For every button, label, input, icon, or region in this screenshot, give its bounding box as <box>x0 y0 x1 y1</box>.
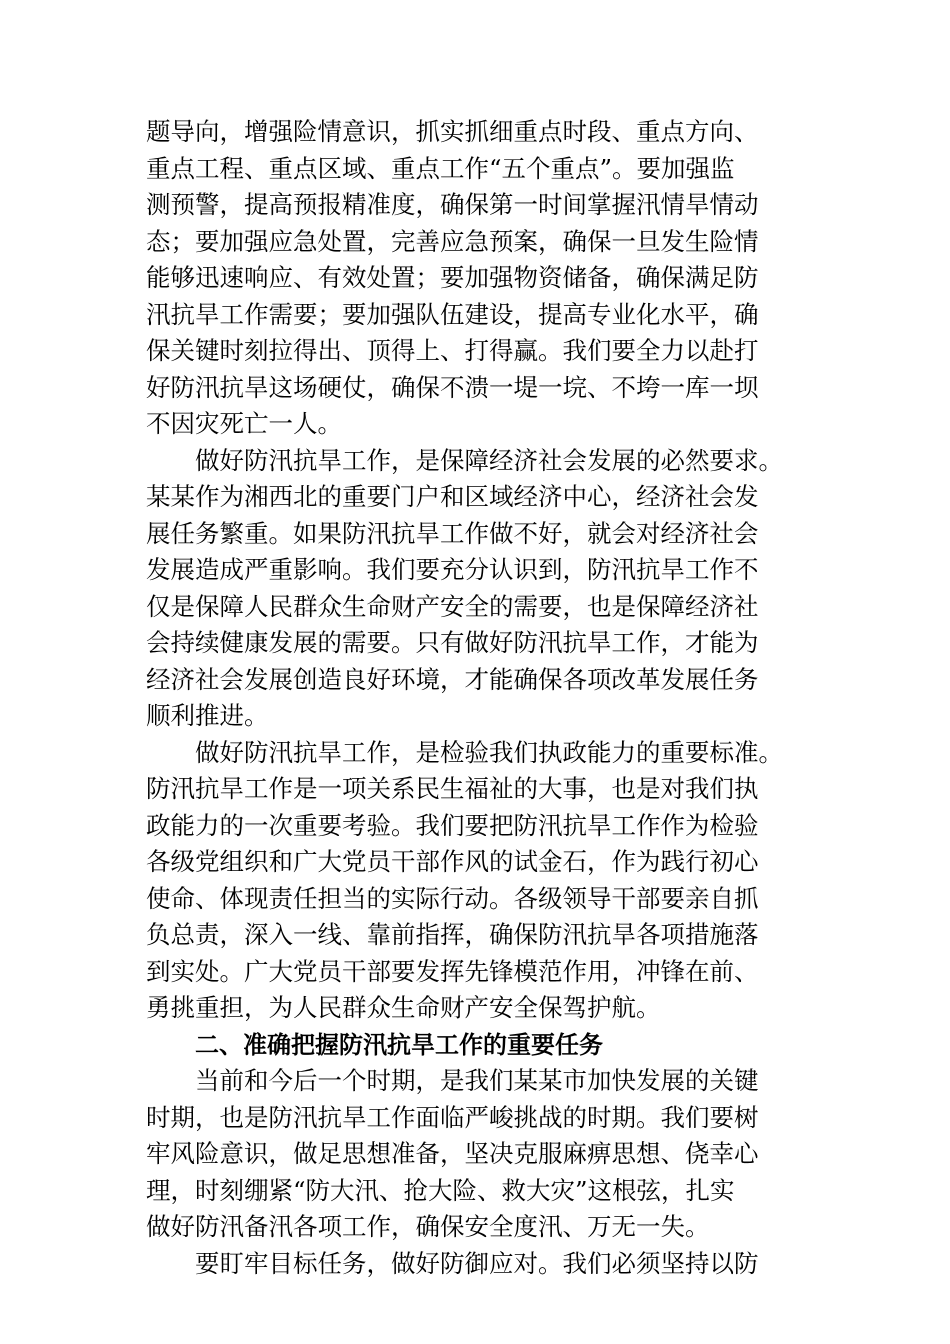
text-line: 能够迅速响应、有效处置；要加强物资储备，确保满足防 <box>146 263 759 292</box>
text-line: 到实处。广大党员干部要发挥先锋模范作用，冲锋在前、 <box>146 956 759 986</box>
text-line: 不因灾死亡一人。 <box>146 409 342 438</box>
text-line: 题导向，增强险情意识，抓实抓细重点时段、重点方向、 <box>146 117 759 146</box>
text-line: 各级党组织和广大党员干部作风的试金石，作为践行初心 <box>146 847 759 876</box>
text-line: 好防汛抗旱这场硬仗，确保不溃一堤一垸、不垮一库一坝 <box>146 372 759 402</box>
text-line: 勇挑重担，为人民群众生命财产安全保驾护航。 <box>146 993 661 1022</box>
paragraph-first-line: 要盯牢目标任务，做好防御应对。我们必须坚持以防 <box>195 1248 759 1278</box>
paragraph-first-line: 做好防汛抗旱工作，是保障经济社会发展的必然要求。 <box>195 445 783 475</box>
text-line: 牢风险意识，做足思想准备，坚决克服麻痹思想、侥幸心 <box>146 1139 759 1168</box>
text-line: 顺利推进。 <box>146 701 269 730</box>
text-line: 负总责，深入一线、靠前指挥，确保防汛抗旱各项措施落 <box>146 920 759 949</box>
paragraph-first-line: 做好防汛抗旱工作，是检验我们执政能力的重要标准。 <box>195 737 783 767</box>
text-line: 展任务繁重。如果防汛抗旱工作做不好，就会对经济社会 <box>146 518 759 548</box>
text-line: 政能力的一次重要考验。我们要把防汛抗旱工作作为检验 <box>146 810 759 840</box>
text-line: 保关键时刻拉得出、顶得上、打得赢。我们要全力以赴打 <box>146 336 759 365</box>
text-line: 时期，也是防汛抗旱工作面临严峻挑战的时期。我们要树 <box>146 1102 759 1132</box>
text-line: 会持续健康发展的需要。只有做好防汛抗旱工作，才能为 <box>146 628 759 657</box>
text-line: 某某作为湘西北的重要门户和区域经济中心，经济社会发 <box>146 482 759 511</box>
text-line: 防汛抗旱工作是一项关系民生福祉的大事，也是对我们执 <box>146 774 759 803</box>
text-line: 态；要加强应急处置，完善应急预案，确保一旦发生险情 <box>146 226 759 256</box>
text-line: 理，时刻绷紧“防大汛、抢大险、救大灾”这根弦，扎实 <box>146 1175 735 1205</box>
text-line: 仅是保障人民群众生命财产安全的需要，也是保障经济社 <box>146 591 759 621</box>
text-line: 做好防汛备汛各项工作，确保安全度汛、万无一失。 <box>146 1212 710 1241</box>
text-line: 重点工程、重点区域、重点工作“五个重点”。要加强监 <box>146 153 735 183</box>
text-line: 测预警，提高预报精准度，确保第一时间掌握汛情旱情动 <box>146 190 759 219</box>
text-line: 经济社会发展创造良好环境，才能确保各项改革发展任务 <box>146 664 759 694</box>
text-line: 发展造成严重影响。我们要充分认识到，防汛抗旱工作不 <box>146 555 759 584</box>
paragraph-first-line: 当前和今后一个时期，是我们某某市加快发展的关键 <box>195 1066 759 1095</box>
document-body <box>146 114 806 1282</box>
text-line: 使命、体现责任担当的实际行动。各级领导干部要亲自抓 <box>146 883 759 913</box>
text-line: 汛抗旱工作需要；要加强队伍建设，提高专业化水平，确 <box>146 299 759 329</box>
section-heading: 二、准确把握防汛抗旱工作的重要任务 <box>195 1030 603 1059</box>
